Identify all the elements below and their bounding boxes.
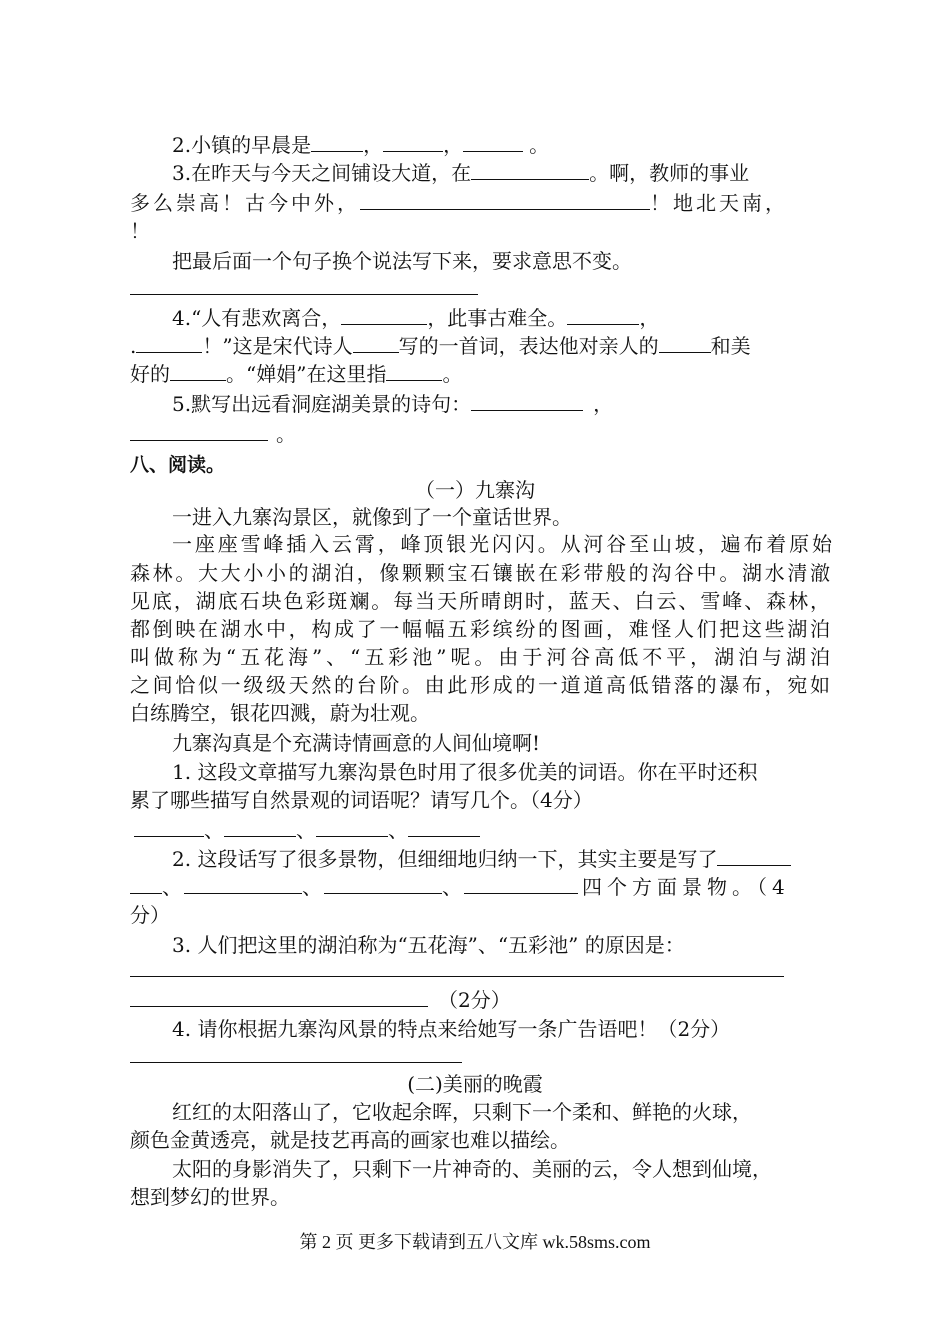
answer-blank[interactable] [360,189,650,210]
answer-blank[interactable] [316,816,388,837]
separator: 、 [296,818,316,842]
answer-blank[interactable] [134,816,204,837]
reading-q2-text: 四个方面景物。（4 [582,875,790,899]
reading-q1-line2: 累了哪些描写自然景观的词语呢？请写几个。（4分） [130,788,593,812]
separator: 、 [442,875,464,899]
question-3-instruction: 把最后面一个句子换个说法写下来，要求意思不变。 [172,249,632,273]
q4-text: ， [639,306,660,330]
answer-blank[interactable] [341,304,427,325]
passage-1-line: 叫做称为“五花海”、“五彩池”呢。由于河谷高低不平，湖泊与湖泊 [130,645,830,669]
answer-blank[interactable] [184,873,302,894]
answer-blank[interactable] [383,131,443,152]
q5-text: ， [593,392,614,416]
passage-1-line: 白练腾空，银花四溅，蔚为壮观。 [130,701,430,725]
question-3-line3: ！ [130,219,150,243]
answer-blank[interactable] [170,360,226,381]
question-4-line3 [130,360,830,388]
answer-blank[interactable] [386,360,442,381]
reading-q4: 4. 请你根据九寨沟风景的特点来给她写一条广告语吧！（2分） [172,1017,731,1041]
answer-blank[interactable] [408,816,480,837]
answer-blank[interactable] [136,332,202,353]
answer-line[interactable] [130,976,784,977]
answer-line[interactable] [130,1062,462,1063]
q5-text: 5.默写出远看洞庭湖美景的诗句： [172,392,472,416]
question-2 [172,131,832,159]
passage-1-line: 见底，湖底石块色彩斑斓。每当天所晴朗时，蓝天、白云、雪峰、森林， [130,589,830,613]
passage-1-line: 森林。大大小小的湖泊，像颗颗宝石镶嵌在彩带般的沟谷中。湖水清澈 [130,561,830,585]
answer-blank[interactable] [224,816,296,837]
q2-text: 2.小镇的早晨是 [172,133,312,157]
answer-blank[interactable] [717,845,791,866]
q2-sep: ， [443,133,464,157]
question-5-line1 [172,390,832,418]
q4-text: ！”这是宋代诗人 [202,334,353,358]
passage-1-paragraph-3: 九寨沟真是个充满诗情画意的人间仙境啊! [172,731,541,755]
reading-q1-answers [134,816,834,844]
q2-sep: ， [363,133,384,157]
q4-text: 。 [442,362,463,386]
reading-q2-line3: 分） [130,903,170,927]
answer-line[interactable] [130,294,478,295]
q4-text: 。“婵娟”在这里指 [226,362,387,386]
page-footer: 第 2 页 更多下载请到五八文库 wk.58sms.com [299,1232,651,1252]
passage-2-title: (二)美丽的晚霞 [407,1072,543,1096]
answer-blank[interactable] [659,332,711,353]
answer-blank[interactable] [130,420,268,441]
q4-text: 写的一首词，表达他对亲人的 [398,334,659,358]
q3-text: ！地北天南， [650,191,788,215]
q4-text: ，此事古难全。 [427,306,568,330]
question-4-line2 [130,332,830,360]
q3-text: 。啊，教师的事业 [589,161,750,185]
passage-1-paragraph-1: 一进入九寨沟景区，就像到了一个童话世界。 [172,505,572,529]
q4-text: . [130,334,137,358]
question-3-line1 [172,159,832,187]
question-5-line2 [130,420,830,448]
passage-2-p2-line1: 太阳的身影消失了，只剩下一片神奇的、美丽的云，令人想到仙境， [172,1157,772,1181]
separator: 、 [302,875,324,899]
passage-2-p1-line2: 颜色金黄透亮，就是技艺再高的画家也难以描绘。 [130,1128,570,1152]
reading-q3: 3. 人们把这里的湖泊称为“五花海”、“五彩池” 的原因是： [172,933,685,957]
answer-blank[interactable] [567,304,639,325]
q4-text: 好的 [130,362,170,386]
answer-blank[interactable] [353,332,399,353]
q5-text: 。 [276,422,296,446]
answer-blank[interactable] [324,873,442,894]
passage-1-line: 一座座雪峰插入云霄，峰顶银光闪闪。从河谷至山坡，遍布着原始 [172,532,832,556]
reading-q2-line1 [172,845,832,873]
separator: 、 [204,818,224,842]
answer-blank[interactable] [130,873,162,894]
answer-blank[interactable] [464,873,578,894]
reading-q2-text: 2. 这段话写了很多景物，但细细地归纳一下，其实主要是写了 [172,847,718,871]
answer-blank[interactable] [463,131,523,152]
answer-blank[interactable] [471,159,589,180]
reading-q2-line2 [130,873,830,901]
q3-text: 多么崇高！古今中外， [130,191,360,215]
separator: 、 [162,875,184,899]
passage-1-title: （一）九寨沟 [415,478,535,502]
answer-blank[interactable] [130,986,428,1007]
question-3-line2 [130,189,830,217]
question-4-line1 [172,304,832,332]
answer-blank[interactable] [311,131,363,152]
separator: 、 [388,818,408,842]
reading-q1-line1: 1. 这段文章描写九寨沟景色时用了很多优美的词语。你在平时还积 [172,760,758,784]
passage-2-p2-line2: 想到梦幻的世界。 [130,1185,290,1209]
q2-end: 。 [529,133,550,157]
q4-text: 4.“人有悲欢离合， [172,306,342,330]
passage-1-line: 之间恰似一级级天然的台阶。由此形成的一道道高低错落的瀑布，宛如 [130,673,830,697]
reading-q3-answer-line2 [130,986,830,1014]
passage-1-line: 都倒映在湖水中，构成了一幅幅五彩缤纷的图画，难怪人们把这些湖泊 [130,617,830,641]
q4-text: 和美 [710,334,751,358]
passage-2-p1-line1: 红红的太阳落山了，它收起余晖，只剩下一个柔和、鲜艳的火球， [172,1100,752,1124]
q3-text: 3.在昨天与今天之间铺设大道，在 [172,161,472,185]
answer-blank[interactable] [471,390,583,411]
score: （2分） [438,988,511,1012]
section-8-title: 八、阅读。 [130,454,226,476]
